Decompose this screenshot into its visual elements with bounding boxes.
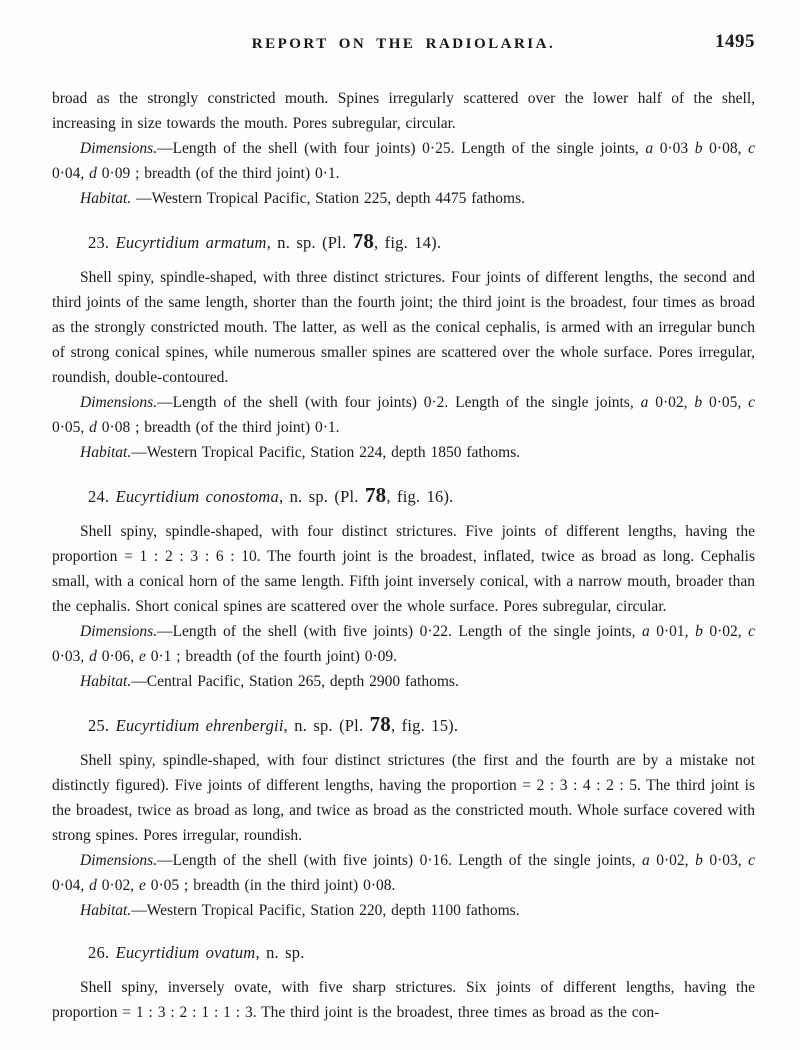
section-25-eucyrtidium-ehrenbergii: [52, 712, 755, 923]
species-description: Shell spiny, spindle-shaped, with four distinct strictures. Five joints of different lengths, having the proportion = 1 : 2 : 3 : 6 : 10. The fourth joint is the broadest, inflated, twice as broad as long. Cephalis small, with a conical horn of the same length. Fifth joint inversely conical, with a narrow mouth, broader than the cephalis. Short conical spines are scattered over the whole surface. Pores subregular, circular.: [52, 523, 755, 615]
page-number: 1495: [715, 31, 755, 52]
species-heading: 24. Eucyrtidium conostoma, n. sp. (Pl. 78, fig. 16).: [88, 483, 454, 507]
running-title: REPORT ON THE RADIOLARIA.: [251, 36, 556, 52]
page-header: [52, 31, 755, 60]
species-description: Shell spiny, spindle-shaped, with three distinct strictures. Four joints of different lengths, the second and third joints of the same length, shorter than the fourth joint; the third joint is the broadest, four times as broad as the strongly constricted mouth. The latter, as well as the conical cephalis, is armed with an irregular bunch of strong conical spines, while numerous smaller spines are scattered over the whole surface. Pores irregular, roundish, double-contoured.: [52, 269, 755, 386]
dimensions-line: Dimensions.—Length of the shell (with four joints) 0·25. Length of the single joints, a 0·03 b 0·08, c 0·04, d 0·09 ; breadth (of the third joint) 0·1.: [52, 140, 755, 182]
species-heading: 23. Eucyrtidium armatum, n. sp. (Pl. 78, fig. 14).: [88, 229, 442, 253]
species-description: broad as the strongly constricted mouth. Spines irregularly scattered over the lower half of the shell, increasing in size towards the mouth. Pores subregular, circular.: [52, 90, 755, 132]
species-heading: 26. Eucyrtidium ovatum, n. sp.: [88, 943, 305, 962]
species-description: Shell spiny, inversely ovate, with five sharp strictures. Six joints of different lengths, having the proportion = 1 : 3 : 2 : 1 : 1 : 3. The third joint is the broadest, three times as broad as the con-: [52, 979, 755, 1021]
habitat-line: Habitat.—Central Pacific, Station 265, depth 2900 fathoms.: [80, 673, 459, 690]
dimensions-line: Dimensions.—Length of the shell (with five joints) 0·16. Length of the single joints, a 0·02, b 0·03, c 0·04, d 0·02, e 0·05 ; breadth (in the third joint) 0·08.: [52, 852, 756, 894]
dimensions-line: Dimensions.—Length of the shell (with four joints) 0·2. Length of the single joints, a 0·02, b 0·05, c 0·05, d 0·08 ; breadth (of the third joint) 0·1.: [52, 394, 755, 436]
species-heading: 25. Eucyrtidium ehrenbergii, n. sp. (Pl. 78, fig. 15).: [88, 712, 459, 736]
section-continuation: [52, 86, 755, 211]
section-24-eucyrtidium-conostoma: [52, 483, 755, 694]
habitat-line: Habitat.—Western Tropical Pacific, Station 220, depth 1100 fathoms.: [80, 902, 520, 919]
habitat-line: Habitat. —Western Tropical Pacific, Station 225, depth 4475 fathoms.: [80, 190, 526, 207]
section-26-eucyrtidium-ovatum: [52, 941, 755, 1025]
species-description: Shell spiny, spindle-shaped, with four distinct strictures (the first and the fourth are by a mistake not distinctly figured). Five joints of different lengths, having the proportion = 2 : 3 : 4 : 2 : 5. The third joint is the broadest, twice as broad as long, and twice as broad as the constricted mouth. Whole surface covered with strong spines. Pores irregular, roundish.: [52, 752, 755, 844]
dimensions-line: Dimensions.—Length of the shell (with five joints) 0·22. Length of the single joints, a 0·01, b 0·02, c 0·03, d 0·06, e 0·1 ; breadth (of the fourth joint) 0·09.: [52, 623, 756, 665]
section-23-eucyrtidium-armatum: [52, 229, 755, 465]
habitat-line: Habitat.—Western Tropical Pacific, Station 224, depth 1850 fathoms.: [80, 444, 521, 461]
